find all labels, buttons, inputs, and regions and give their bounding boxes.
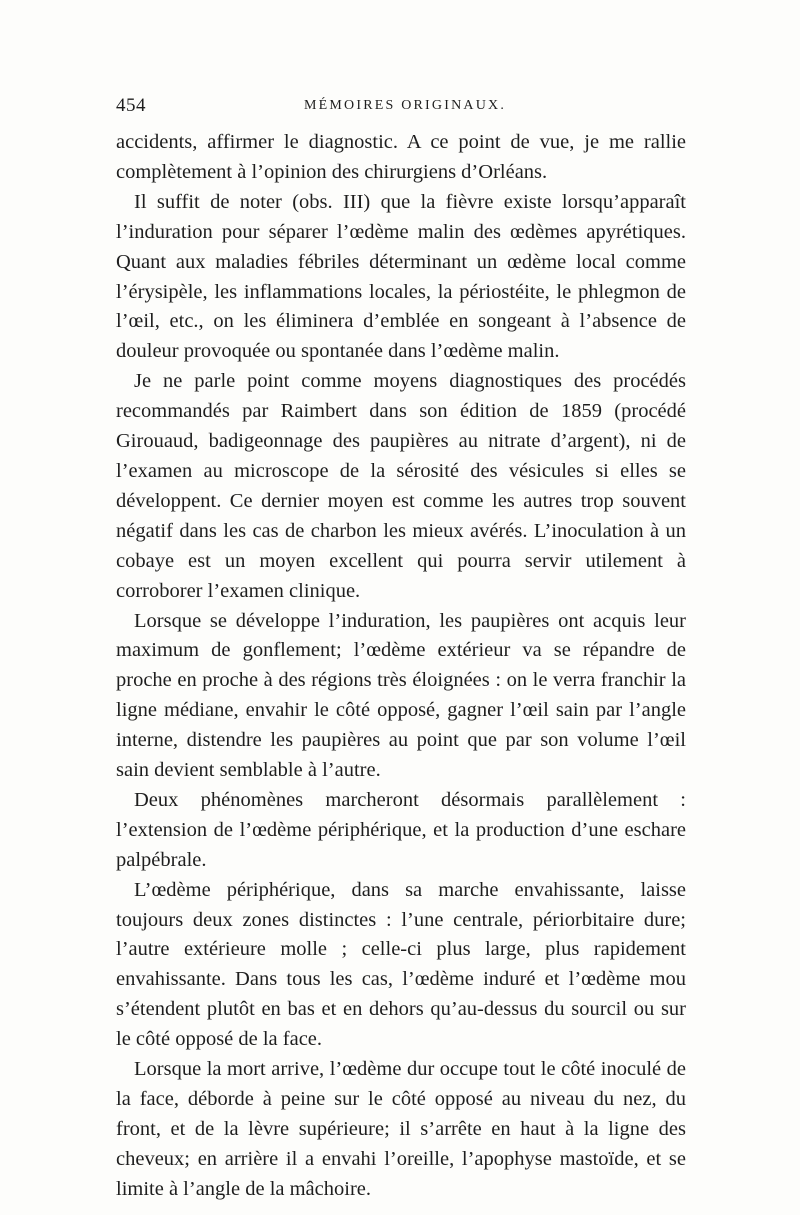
body-text (116, 128, 686, 1205)
page-number: 454 (116, 95, 146, 116)
running-header (116, 95, 686, 119)
running-title: MÉMOIRES ORIGINAUX. (304, 98, 507, 113)
paragraph: Je ne parle point comme moyens diagnostiques des procédés recommandés par Raimbert dans son édition de 1859 (procédé Girouaud, badigeonnage des paupières au nitrate d’argent), ni de l’examen au microscope de la sérosité des vésicules si elles se développent. Ce dernier moyen est comme les autres trop souvent négatif dans les cas de charbon les mieux avérés. L’inoculation à un cobaye est un moyen excellent qui pourra servir utilement à corroborer l’examen clinique. (116, 370, 686, 602)
paragraph: Lorsque se développe l’induration, les paupières ont acquis leur maximum de gonflement; l’œdème extérieur va se répandre de proche en proche à des régions très éloignées : on le verra franchir la ligne médiane, envahir le côté opposé, gagner l’œil sain par l’angle interne, distendre les paupières au point que par son volume l’œil sain devient semblable à l’autre. (116, 609, 686, 782)
paragraph: Lorsque la mort arrive, l’œdème dur occupe tout le côté inoculé de la face, déborde à peine sur le côté opposé au niveau du nez, du front, et de la lèvre supérieure; il s’arrête en haut à la ligne des cheveux; en arrière il a envahi l’oreille, l’apophyse mastoïde, et se limite à l’angle de la mâchoire. (116, 1058, 686, 1200)
paragraph: Il suffit de noter (obs. III) que la fièvre existe lorsqu’apparaît l’induration pour séparer l’œdème malin des œdèmes apyrétiques. Quant aux maladies fébriles déterminant un œdème local comme l’érysipèle, les inflammations locales, la périostéite, le phlegmon de l’œil, etc., on les éliminera d’emblée en songeant à l’absence de douleur provoquée ou spontanée dans l’œdème malin. (116, 190, 686, 363)
paragraph-continued: accidents, affirmer le diagnostic. A ce point de vue, je me rallie complètement à l’opinion des chirurgiens d’Orléans. (116, 131, 686, 183)
paragraph: L’œdème périphérique, dans sa marche envahissante, laisse toujours deux zones distinctes : l’une centrale, périorbitaire dure; l’autre extérieure molle ; celle-ci plus large, plus rapidement envahissante. Dans tous les cas, l’œdème induré et l’œdème mou s’étendent plutôt en bas et en dehors qu’au-dessus du sourcil ou sur le côté opposé de la face. (116, 878, 686, 1051)
paragraph: Deux phénomènes marcheront désormais parallèlement : l’extension de l’œdème périphérique, et la production d’une eschare palpébrale. (116, 788, 686, 871)
